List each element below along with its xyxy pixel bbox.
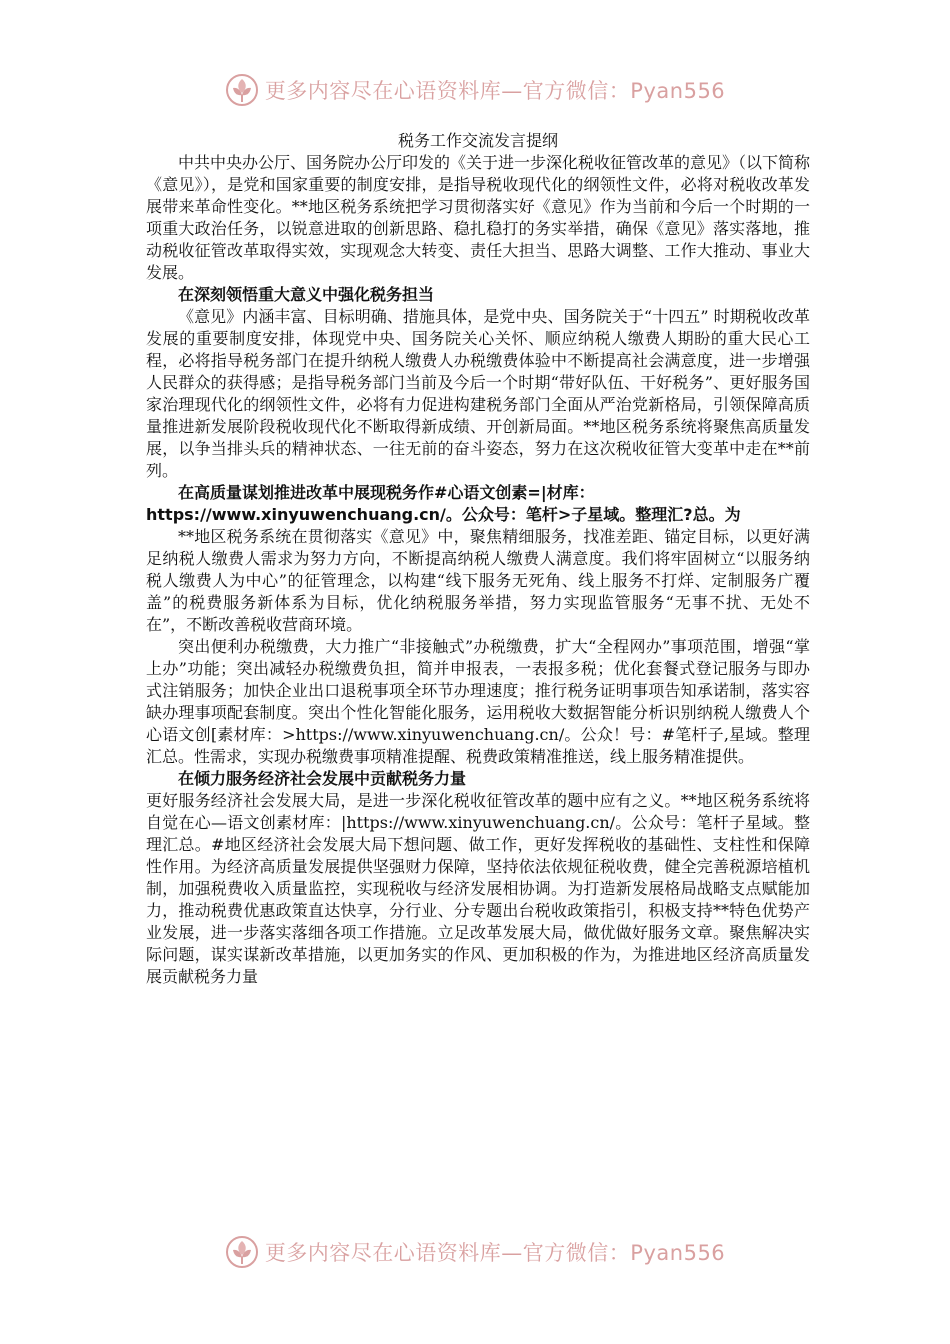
watermark-banner-bottom xyxy=(0,1232,950,1272)
flower-logo-icon xyxy=(225,73,259,107)
section-3-paragraph: 更好服务经济社会发展大局，是进一步深化税收征管改革的题中应有之义。**地区税务系统将自觉在心—语文创素材库：|https://www.xinyuwenchuang.cn/。公众号：笔杆子星域。整理汇总。#地区经济社会发展大局下想问题、做工作，更好发挥税收的基础性、支柱性和保障性作用。为经济高质量发展提供坚强财力保障，坚持依法依规征税收费，健全完善税源培植机制，加强税费收入质量监控，实现税收与经济发展相协调。为打造新发展格局战略支点赋能加力，推动税费优惠政策直达快享，分行业、分专题出台税收政策指引，积极支持**特色优势产业发展，进一步落实落细各项工作措施。立足改革发展大局，做优做好服务文章。聚焦解决实际问题，谋实谋新改革措施，以更加务实的作风、更加积极的作为，为推进地区经济高质量发展贡献税务力量 xyxy=(146,791,810,986)
document-title: 税务工作交流发言提纲 xyxy=(397,131,558,150)
section-2-paragraph-2: 突出便利办税缴费，大力推广“非接触式”办税缴费，扩大“全程网办”事项范围，增强“掌上办”功能；突出减轻办税缴费负担，简并申报表，一表报多税；优化套餐式登记服务与即办式注销服务；加快企业出口退税事项全环节办理速度；推行税务证明事项告知承诺制，落实容缺办理事项配套制度。突出个性化智能化服务，运用税收大数据智能分析识别纳税人缴费人个心语文创[素材库：>https://www.xinyuwenchuang.cn/。公众！号：#笔杆子,星域。整理汇总。性需求，实现办税缴费事项精准提醒、税费政策精准推送，线上服务精准提供。 xyxy=(146,637,810,766)
document-body xyxy=(146,130,810,988)
watermark-text: 更多内容尽在心语资料库—官方微信：Pyan556 xyxy=(264,79,726,103)
section-heading-2: 在高质量谋划推进改革中展现税务作#心语文创素=|材库：https://www.xinyuwenchuang.cn/。公众号：笔杆>子星域。整理汇?总。为 xyxy=(146,483,741,524)
watermark-banner-top xyxy=(0,70,950,110)
intro-paragraph: 中共中央办公厅、国务院办公厅印发的《关于进一步深化税收征管改革的意见》（以下简称《意见》），是党和国家重要的制度安排，是指导税收现代化的纲领性文件，必将对税收改革发展带来革命性变化。**地区税务系统把学习贯彻落实好《意见》作为当前和今后一个时期的一项重大政治任务，以锐意进取的创新思路、稳扎稳打的务实举措，确保《意见》落实落地，推动税收征管改革取得实效，实现观念大转变、责任大担当、思路大调整、工作大推动、事业大发展。 xyxy=(146,153,811,282)
section-heading-3: 在倾力服务经济社会发展中贡献税务力量 xyxy=(178,769,467,788)
section-2-paragraph-1: **地区税务系统在贯彻落实《意见》中，聚焦精细服务，找准差距、锚定目标，以更好满足纳税人缴费人需求为努力方向，不断提高纳税人缴费人满意度。我们将牢固树立“以服务纳税人缴费人为中心”的征管理念，以构建“线下服务无死角、线上服务不打烊、定制服务广覆盖”的税费服务新体系为目标，优化纳税服务举措，努力实现监管服务“无事不扰、无处不在”，不断改善税收营商环境。 xyxy=(146,527,810,634)
flower-logo-icon xyxy=(225,1235,259,1269)
section-heading-1: 在深刻领悟重大意义中强化税务担当 xyxy=(178,285,435,304)
watermark-text: 更多内容尽在心语资料库—官方微信：Pyan556 xyxy=(264,1241,726,1265)
section-1-paragraph: 《意见》内涵丰富、目标明确、措施具体，是党中央、国务院关于“十四五” 时期税收改革发展的重要制度安排，体现党中央、国务院关心关怀、顺应纳税人缴费人期盼的重大民心工程，必将指导税务部门在提升纳税人缴费人办税缴费体验中不断提高社会满意度，进一步增强人民群众的获得感；是指导税务部门当前及今后一个时期“带好队伍、干好税务”、更好服务国家治理现代化的纲领性文件，必将有力促进构建税务部门全面从严治党新格局，引领保障高质量推进新发展阶段税收现代化不断取得新成绩、开创新局面。**地区税务系统将聚焦高质量发展，以争当排头兵的精神状态、一往无前的奋斗姿态，努力在这次税收征管大变革中走在**前列。 xyxy=(146,307,810,480)
